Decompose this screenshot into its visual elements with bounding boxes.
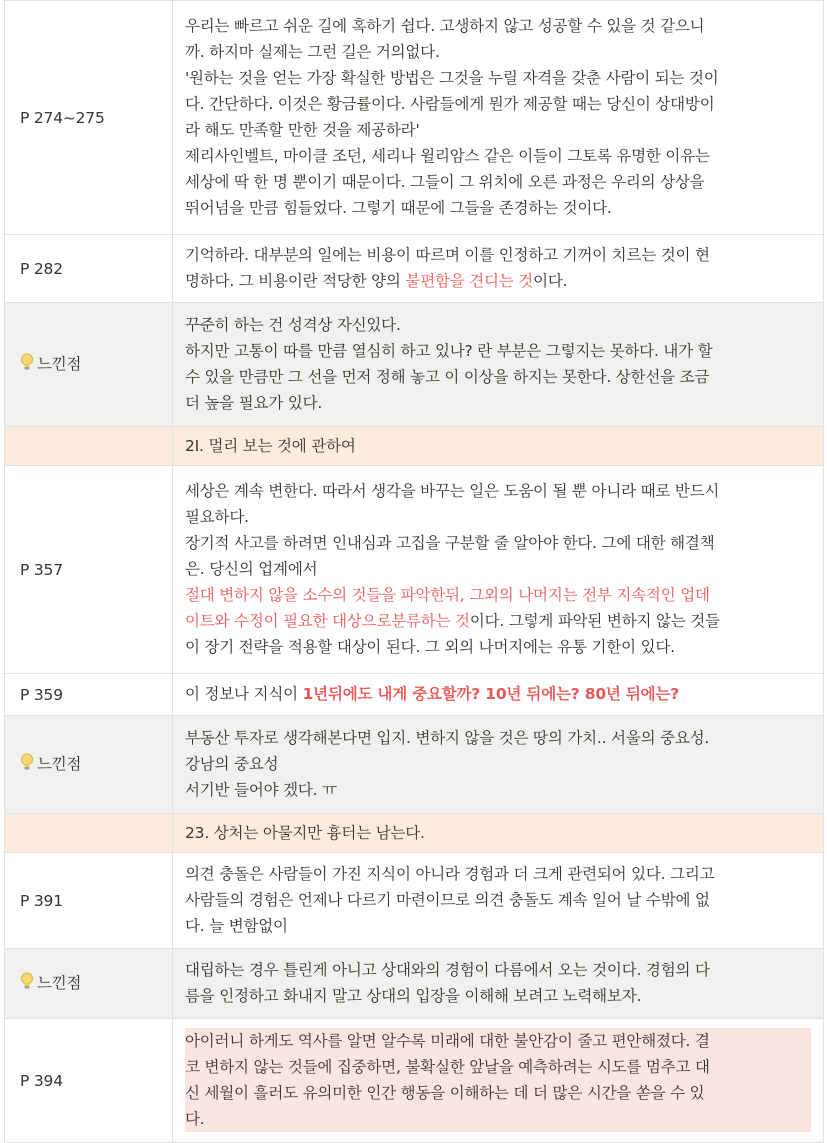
lightbulb-icon [20, 353, 34, 379]
text-segment: 이다. 그렇게 파악된 변하지 않는 것들 [469, 612, 720, 630]
table-row [5, 303, 824, 427]
lightbulb-icon [20, 753, 34, 779]
section-empty-cell [5, 814, 173, 853]
page-label: P 357 [5, 466, 173, 674]
text-line: 세상에 딱 한 명 뿐이기 때문이다. 그들이 그 위치에 오른 과정은 우리의 상상을 [185, 173, 705, 191]
page-label: P 391 [5, 853, 173, 949]
text-line: 아이러니 하게도 역사를 알면 알수록 미래에 대한 불안감이 줄고 편안해졌다. 결 [185, 1032, 710, 1050]
feeling-label [5, 716, 173, 814]
text-line: 더 높을 필요가 있다. [185, 394, 323, 412]
highlighted-text: 절대 변하지 않을 소수의 것들을 파악한뒤, 그외의 나머지는 전부 지속적인 업데 [185, 586, 710, 604]
feeling-label [5, 949, 173, 1019]
table-row [5, 235, 824, 303]
quote-cell [173, 1, 824, 235]
table-row [5, 853, 824, 949]
section-empty-cell [5, 427, 173, 466]
quote-cell [173, 1019, 824, 1143]
page-label: P 282 [5, 235, 173, 303]
text-line: 서기반 들어야 겠다. ㅠ [185, 781, 337, 799]
text-line: 신 세월이 흘러도 유의미한 인간 행동을 이해하는 데 더 많은 시간을 쏟을 수 있 [185, 1084, 705, 1102]
table-row [5, 716, 824, 814]
text-line: 꾸준히 하는 건 성격상 자신있다. [185, 316, 401, 334]
text-line [185, 268, 811, 294]
text-line: 까. 하지마 실제는 그런 길은 거의없다. [185, 43, 440, 61]
notes-table [4, 0, 824, 1143]
text-line: 다. [185, 1110, 205, 1128]
feeling-label-text: 느낀점 [37, 973, 82, 992]
text-line: 은. 당신의 업계에서 [185, 560, 318, 578]
highlighted-text: 이트와 수정이 필요한 대상으로분류하는 것 [185, 612, 470, 630]
text-line: 의견 충돌은 사람들이 가진 지식이 아니라 경험과 더 크게 관련되어 있다. 그리고 [185, 865, 715, 883]
feeling-label-text: 느낀점 [37, 354, 82, 373]
text-line: 강남의 중요성 [185, 755, 279, 773]
text-line: 뛰어넘을 만큼 힘들었다. 그렇기 때문에 그들을 존경하는 것이다. [185, 199, 612, 217]
table-row [5, 1, 824, 235]
section-title: 2I. 멀리 보는 것에 관하여 [173, 427, 824, 466]
feeling-cell [173, 303, 824, 427]
highlighted-text: 불편함을 견디는 것 [405, 272, 534, 290]
text-line: 코 변하지 않는 것들에 집중하면, 불확실한 앞날을 예측하려는 시도를 멈추고 대 [185, 1058, 710, 1076]
text-line: 이 장기 전략을 적용할 대상이 된다. 그 외의 나머지에는 유통 기한이 있다. [185, 638, 675, 656]
feeling-cell [173, 716, 824, 814]
text-line: 우리는 빠르고 쉬운 길에 혹하기 쉽다. 고생하지 않고 성공할 수 있을 것 같으니 [185, 17, 705, 35]
text-line: 제리사인벨트, 마이클 조던, 세리나 윌리암스 같은 이들이 그토록 유명한 이유는 [185, 147, 710, 165]
section-title: 23. 상처는 아물지만 흉터는 남는다. [173, 814, 824, 853]
table-row [5, 674, 824, 716]
feeling-label-text: 느낀점 [37, 754, 82, 773]
highlighted-block [185, 1028, 811, 1132]
text-segment: 명하다. 그 비용이란 적당한 양의 [185, 272, 406, 290]
text-line: 라 해도 만족할 만한 것을 제공하라' [185, 121, 420, 139]
feeling-cell [173, 949, 824, 1019]
text-line: 부동산 투자로 생각해본다면 입지. 변하지 않을 것은 땅의 가치.. 서울의 중요성. [185, 729, 710, 747]
page-label: P 359 [5, 674, 173, 716]
text-line: 름을 인정하고 화내지 말고 상대의 입장을 이해해 보려고 노력해보자. [185, 987, 642, 1005]
text-line: 다. 늘 변함없이 [185, 917, 288, 935]
feeling-label [5, 303, 173, 427]
quote-cell [173, 235, 824, 303]
section-header-row [5, 427, 824, 466]
table-row [5, 466, 824, 674]
text-line: 장기적 사고를 하려면 인내심과 고집을 구분할 줄 알아야 한다. 그에 대한 해결책 [185, 534, 715, 552]
page-label: P 274~275 [5, 1, 173, 235]
text-line [185, 608, 811, 634]
quote-cell [173, 466, 824, 674]
quote-cell [173, 674, 824, 716]
text-line: 세상은 계속 변한다. 따라서 생각을 바꾸는 일은 도움이 될 뿐 아니라 때로 반드시 [185, 482, 720, 500]
table-row [5, 1019, 824, 1143]
quote-cell [173, 853, 824, 949]
text-line: 필요하다. [185, 508, 249, 526]
text-line: 사람들의 경험은 언제나 다르기 마련이므로 의견 충돌도 계속 일어 날 수밖에 없 [185, 891, 710, 909]
text-segment: 이다. [533, 272, 568, 290]
text-line: 다. 간단하다. 이것은 황금률이다. 사람들에게 뭔가 제공할 때는 당신이 상대방이 [185, 95, 715, 113]
text-segment: 이 정보나 지식이 [185, 685, 303, 703]
text-line: 하지만 고통이 따를 만큼 열심히 하고 있나? 란 부분은 그렇지는 못하다. 내가 할 [185, 342, 713, 360]
text-line: 대립하는 경우 틀린게 아니고 상대와의 경험이 다름에서 오는 것이다. 경험의 다 [185, 961, 710, 979]
text-line: '원하는 것을 얻는 가장 확실한 방법은 그것을 누릴 자격을 갖춘 사람이 되는 것이 [185, 69, 719, 87]
text-line: 기억하라. 대부분의 일에는 비용이 따르며 이를 인정하고 기꺼이 치르는 것이 현 [185, 246, 710, 264]
text-line: 수 있을 만큼만 그 선을 먼저 정해 놓고 이 이상을 하지는 못한다. 상한선을 조금 [185, 368, 710, 386]
lightbulb-icon [20, 972, 34, 998]
page-label: P 394 [5, 1019, 173, 1143]
section-header-row [5, 814, 824, 853]
table-row [5, 949, 824, 1019]
highlighted-text: 1년뒤에도 내게 중요할까? 10년 뒤에는? 80년 뒤에는? [302, 685, 679, 703]
